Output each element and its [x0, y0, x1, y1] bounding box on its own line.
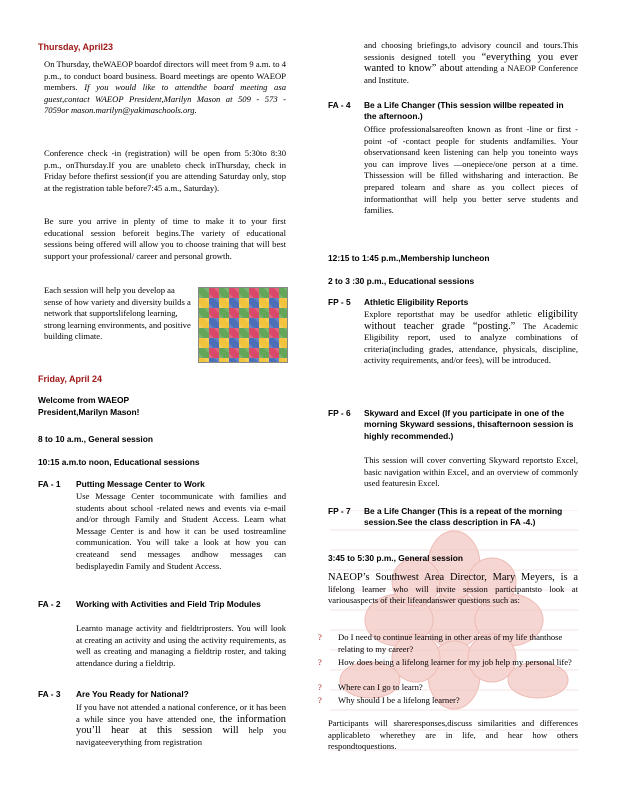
session-title-fa3: Are You Ready for National?	[76, 689, 189, 699]
session-code-fa3: FA - 3	[38, 689, 61, 699]
general-session-morning: 8 to 10 a.m., General session	[38, 434, 153, 444]
session-body-fp6: This session will cover converting Skyward reportsto Excel, basic navigation within Excel, and an overview of commonly used featuresin Excel.	[364, 455, 578, 489]
director-emphasis: NAEOP’s Southwest Area Director, Mary Meyers, is a	[328, 572, 578, 583]
educational-sessions-afternoon: 2 to 3 :30 p.m., Educational sessions	[328, 276, 475, 286]
director-intro	[328, 572, 578, 607]
educational-sessions-morning: 10:15 a.m.to noon, Educational sessions	[38, 457, 200, 467]
sessions-intro-paragraph: Be sure you arrive in plenty of time to make it to your first educational session beforeit begins.The variety of educational sessions being offered will allow you to choose training that will best support your professional/ career and personal growth.	[44, 216, 286, 261]
fp5-emphasis-text: eligibility without teacher grade “posting.”	[364, 309, 578, 332]
welcome-text	[38, 394, 139, 418]
board-guest-contact: If you would like to attendthe board meeting asa guest,contact WAEOP President,Marilyn Mason at 509 - 573 - 7059or mason.marilyn@yakimaschools.org.	[44, 82, 286, 116]
quilt-photo	[198, 287, 288, 363]
session-title-fp6: Skyward and Excel (If you participate in one of the morning Skyward sessions, thisafternoon session is highly recommended.)	[364, 408, 574, 441]
general-session-afternoon: 3:45 to 5:30 p.m., General session	[328, 553, 463, 563]
session-body-fa3	[76, 702, 286, 748]
session-title-fp7: Be a Life Changer (This is a repeat of the morning session.See the class description in FA -4.)	[364, 506, 563, 528]
session-title-fa4: Be a Life Changer (This session willbe repeated in the afternoon.)	[364, 100, 564, 122]
session-code-fp5: FP - 5	[328, 297, 351, 307]
fp5-body-text-2: The Academic Eligibility report, used to analyze combinations of criteria(including grades, attendance, physicals, discipline, activity requirements, and/or fees), will be introduced.	[364, 320, 579, 366]
fa3-cont-text: and choosing briefings,to advisory council and tours.This sessionis designed totell you	[364, 40, 578, 62]
fa3-body-text-2: help you navigateeverything from registration	[76, 725, 286, 747]
question-item	[318, 695, 578, 707]
question-item	[318, 632, 578, 655]
board-meeting-text: On Thursday, theWAEOP boardof directors will meet from 9 a.m. to 4 p.m., to conduct board business. Board meetings are opento WAEOP members.	[44, 59, 286, 93]
session-code-fa2: FA - 2	[38, 599, 61, 609]
thursday-board-paragraph	[44, 59, 286, 117]
question-mark-bullet-icon: ?	[318, 682, 322, 692]
question-text: How does being a lifelong learner for my job help my personal life?	[338, 657, 572, 667]
session-title-fa1: Putting Message Center to Work	[76, 479, 205, 489]
welcome-line-2: President,Marilyn Mason!	[38, 407, 140, 417]
question-text: Where can I go to learn?	[338, 682, 423, 692]
membership-luncheon: 12:15 to 1:45 p.m.,Membership luncheon	[328, 253, 490, 263]
thursday-heading: Thursday, April23	[38, 42, 114, 52]
session-body-fp5	[364, 309, 578, 367]
network-paragraph: Each session will help you develop aa sense of how variety and diversity builds a network that supportslifelong learning, strong learning environments, and positive building climate.	[44, 285, 191, 342]
session-body-fa4: Office professionalsareoften known as front -line or first -point -of -contact people for students andfamilies. Your observationsand keen listening can help you toneinto ways you can improve lives —onepiece/one person at a time. Thissession will be filled withsharing and interaction. Be prepared tolearn and share as you collect pieces of informationthat will help you better serve students and families.	[364, 124, 578, 216]
fa3-cont-emphasis: “everything you ever wanted to know” about	[364, 51, 578, 75]
fa3-emphasis-text: the information you’ll hear at this session will	[76, 713, 286, 737]
session-body-fa2: Learnto manage activity and fieldtriprosters. You will look at creating an activity and using the activity requirements, as well as creating and managing a fieldtrip roster, and taking attendance during a fieldtrip.	[76, 623, 286, 668]
question-item	[318, 682, 578, 694]
session-title-fp5: Athletic Eligibility Reports	[364, 297, 469, 307]
director-body: lifelong learner who will invite session participantsto look at variousaspects of their lifeandanswer questions such as:	[328, 583, 578, 606]
fa3-continued	[364, 40, 578, 86]
fa3-cont-text-2: attending a NAEOP Conference and Institute.	[364, 63, 579, 85]
question-mark-bullet-icon: ?	[318, 632, 322, 642]
session-code-fp7: FP - 7	[328, 506, 351, 516]
fa3-body-text: If you have not attended a national conference, or it has been a while since you have attended one,	[76, 702, 286, 724]
fp5-body-text: Explore reportsthat may be usedfor athletic	[364, 309, 532, 319]
checkin-paragraph: Conference check -in (registration) will be open from 5:30to 8:30 p.m., onThursday.If you are unableto check inThursday, check in Friday before thefirst session(if you are attending Saturday only, stop at the registration table before7:45 a.m., Saturday).	[44, 148, 286, 193]
welcome-line-1: Welcome from WAEOP	[38, 395, 130, 405]
session-code-fa4: FA - 4	[328, 100, 351, 110]
closing-paragraph: Participants will shareresponses,discuss similarities and differences applicableto wherethey are in life, and hear how others respondtoquestions.	[328, 718, 578, 752]
friday-heading: Friday, April 24	[38, 374, 103, 384]
session-body-fa1: Use Message Center tocommunicate with families and students about school -related news and events via e-mail and/or through Family and Student Access. Learn what Message Center is and how it can be used tostreamline communication. You will take a look at how you can createand send messages andhow messages can bedisplayedin Family and Student Access.	[76, 491, 286, 571]
question-text: Why should I be a lifelong learner?	[338, 695, 460, 705]
session-code-fp6: FP - 6	[328, 408, 351, 418]
question-mark-bullet-icon: ?	[318, 695, 322, 705]
question-text: Do I need to continue learning in other areas of my life thanthose relating to my career?	[338, 632, 563, 654]
session-title-fa2: Working with Activities and Field Trip Modules	[76, 599, 261, 609]
question-mark-bullet-icon: ?	[318, 657, 322, 667]
question-item	[318, 657, 578, 669]
session-code-fa1: FA - 1	[38, 479, 61, 489]
